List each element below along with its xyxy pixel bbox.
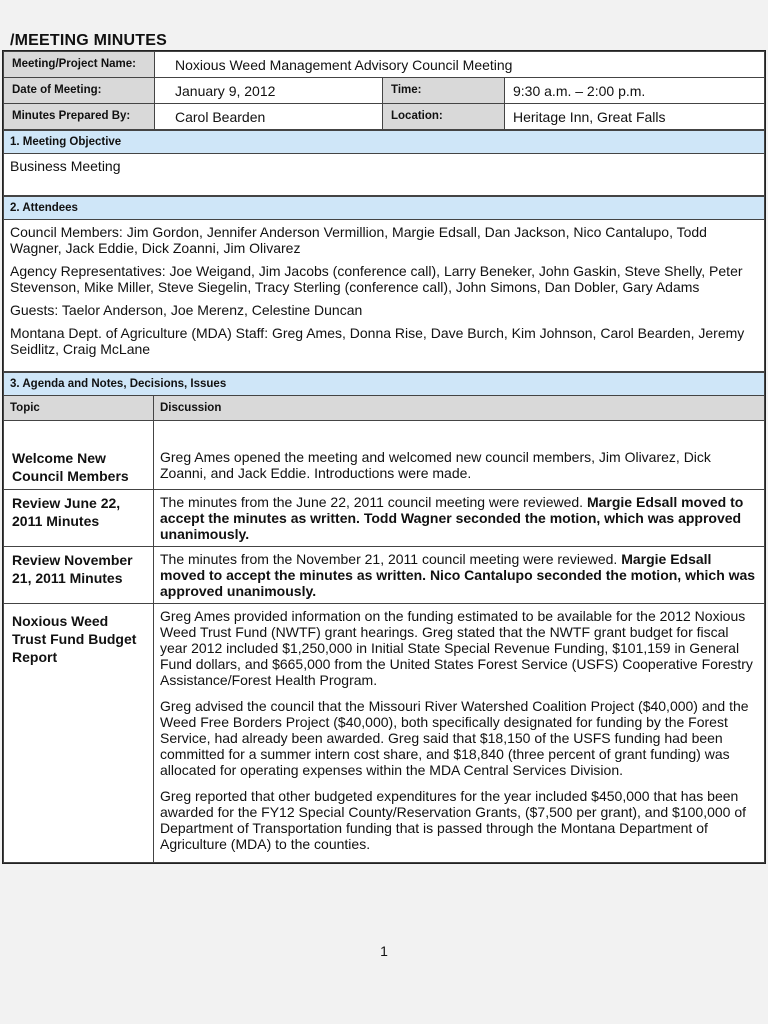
trust-paragraph-3: Greg reported that other budgeted expenditures for the year included $450,000 that has been awarded for the FY12 Special County/Reservation Grants, ($7,500 per grant), and $100,000 of Department of Transportation funding that is passed through the Montana Department of Agriculture (MDA) to the counties.: [160, 788, 747, 852]
date-row: [4, 78, 765, 104]
discussion-column-header: Discussion: [154, 396, 765, 421]
council-members: Council Members: Jim Gordon, Jennifer Anderson Vermillion, Margie Edsall, Dan Jackson, Nico Cantalupo, Todd Wagner, Jack Eddie, Dick Zoanni, Jim Olivarez: [10, 224, 707, 256]
objective-section: [3, 130, 765, 196]
project-label: Meeting/Project Name:: [4, 52, 155, 78]
date-label: Date of Meeting:: [4, 78, 155, 104]
november-motion: Margie Edsall moved to accept the minutes as written. Nico Cantalupo seconded the motion, which was approved unanimously.: [160, 551, 756, 599]
topic-trust-fund: Noxious Weed Trust Fund Budget Report: [4, 604, 154, 863]
november-text: The minutes from the November 21, 2011 council meeting were reviewed.: [160, 551, 622, 567]
discussion-welcome: Greg Ames opened the meeting and welcomed new council members, Jim Olivarez, Dick Zoanni, and Jack Eddie. Introductions were made.: [154, 421, 765, 490]
agenda-section: [3, 372, 765, 863]
topic-column-header: Topic: [4, 396, 154, 421]
discussion-november-minutes: [154, 547, 765, 604]
attendees-list: [4, 220, 765, 372]
table-row: [4, 547, 765, 604]
attendees-section: [3, 196, 765, 372]
table-row: [4, 421, 765, 490]
objective-text: Business Meeting: [4, 154, 765, 196]
table-row: [4, 604, 765, 863]
minutes-form: [2, 50, 766, 864]
june-motion: Margie Edsall moved to accept the minutes as written. Todd Wagner seconded the motion, which was approved unanimously.: [160, 494, 744, 542]
topic-november-minutes: Review November 21, 2011 Minutes: [4, 547, 154, 604]
location-label: Location:: [383, 104, 505, 130]
trust-paragraph-2: Greg advised the council that the Missouri River Watershed Coalition Project ($40,000) and the Weed Free Borders Project ($40,000), both specifically designated for funding by the Forest Service, had already been awarded. Greg said that $18,150 of the USFS funding had been committed for a summer intern cost share, and $18,840 (three percent of grant funding) was allocated for operating expenses within the MDA Central Services Division.: [160, 698, 749, 778]
table-row: [4, 490, 765, 547]
prepared-row: [4, 104, 765, 130]
mda-staff: Montana Dept. of Agriculture (MDA) Staff: Greg Ames, Donna Rise, Dave Burch, Kim Johnson, Carol Bearden, Jeremy Seidlitz, Craig McLane: [10, 325, 745, 357]
location-value: Heritage Inn, Great Falls: [505, 104, 765, 130]
objective-heading: 1. Meeting Objective: [4, 131, 765, 154]
project-value: Noxious Weed Management Advisory Council Meeting: [155, 52, 765, 78]
prepared-value: Carol Bearden: [155, 104, 383, 130]
attendees-heading: 2. Attendees: [4, 197, 765, 220]
topic-june-minutes: Review June 22, 2011 Minutes: [4, 490, 154, 547]
discussion-june-minutes: [154, 490, 765, 547]
project-row: [4, 52, 765, 78]
document-title: /MEETING MINUTES: [10, 32, 167, 49]
meeting-info-table: [3, 51, 765, 130]
topic-welcome: Welcome New Council Members: [4, 421, 154, 490]
time-label: Time:: [383, 78, 505, 104]
page-number: 1: [380, 943, 388, 959]
june-text: The minutes from the June 22, 2011 council meeting were reviewed.: [160, 494, 587, 510]
agenda-column-headers: [4, 396, 765, 421]
guests: Guests: Taelor Anderson, Joe Merenz, Celestine Duncan: [10, 302, 363, 318]
agency-representatives: Agency Representatives: Joe Weigand, Jim Jacobs (conference call), Larry Beneker, John Gaskin, Steve Shelly, Peter Stevenson, Mike Miller, Steve Siegelin, Tracy Sterling (conference call), John Simons, Dan Dobler, Gary Adams: [10, 263, 743, 295]
prepared-label: Minutes Prepared By:: [4, 104, 155, 130]
agenda-heading: 3. Agenda and Notes, Decisions, Issues: [4, 373, 765, 396]
trust-paragraph-1: Greg Ames provided information on the funding estimated to be available for the 2012 Noxious Weed Trust Fund (NWTF) grant hearings. Greg stated that the NWTF grant budget for fiscal year 2012 included $1,250,000 in Initial State Special Revenue Funding, $101,159 in General Fund dollars, and $665,000 from the United States Forest Service (USFS) Cooperative Forestry Assistance/Forest Health Program.: [160, 608, 753, 688]
time-value: 9:30 a.m. – 2:00 p.m.: [505, 78, 765, 104]
date-value: January 9, 2012: [155, 78, 383, 104]
discussion-trust-fund: [154, 604, 765, 863]
